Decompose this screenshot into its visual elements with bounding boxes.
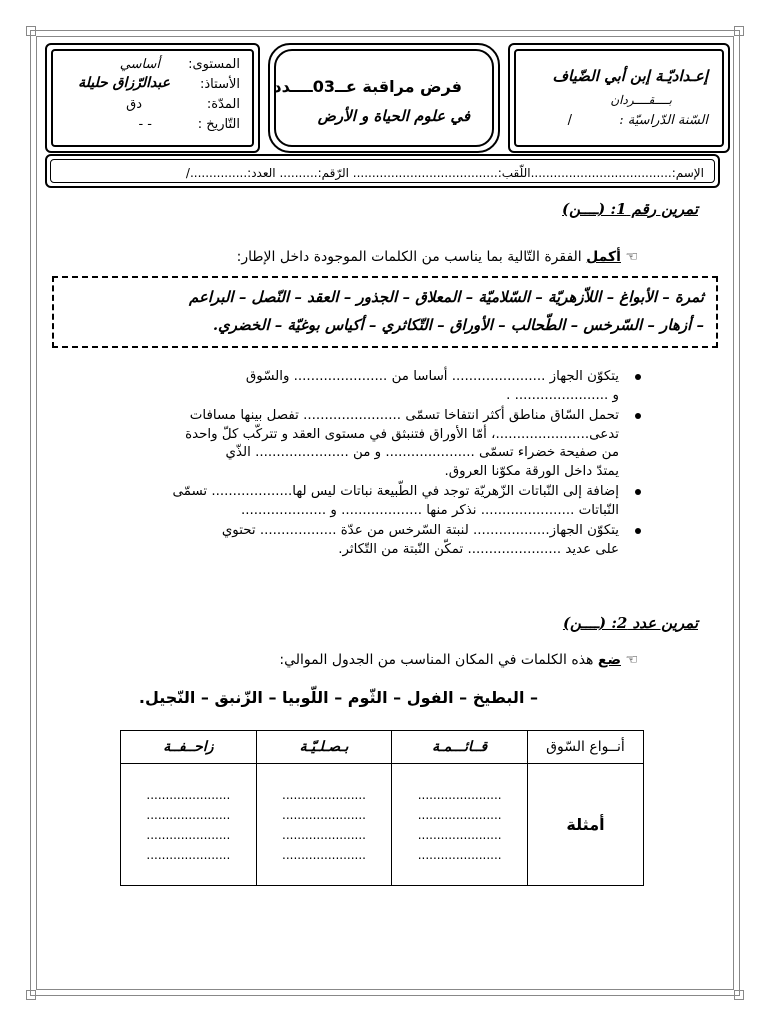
exercise-2-instruction [279,652,638,668]
date-label: التّاريخ : [197,117,240,132]
header-stem-types: أنــواع السّوق [528,731,644,764]
answer-cell-creeping[interactable] [121,764,257,886]
answer-line: ...................... [146,847,231,862]
school-box-inner [514,49,724,147]
instruction-verb: أكمل [586,249,621,265]
fill-in-list [63,368,623,561]
frame-corner [734,990,744,1000]
pointing-hand-icon: ☜ [625,652,638,668]
item-line: على عديد ...................... تمكّن النّبتة من التّكاثر. [338,541,619,557]
item-line: يمتدّ داخل الورقة مكوّنا العروق. [444,463,619,479]
answer-line: ...................... [282,787,366,802]
student-id-fields[interactable]: الإسم:.....................................اللّقب:...................................... الرّقم:.......... العدد:.............../ [185,166,704,180]
answer-cell-upright[interactable] [392,764,528,886]
stem-types-table [120,730,644,886]
item-line: تحمل السّاق مناطق أكثر انتفاخا تسمّى ....................... تفصل بينها مسافات [189,408,619,423]
exam-title: فرض مراقبة عــ03ــــدد [273,77,462,96]
student-id-bar [45,154,720,188]
info-box-inner [51,49,254,147]
student-id-bar-inner [50,159,715,183]
info-box [45,43,260,153]
exercise-1-instruction [237,249,638,265]
instruction-text: الفقرة التّالية بما يناسب من الكلمات الموجودة داخل الإطار: [236,249,587,265]
plant-word-list: – البطيخ – الفول – الثّوم – اللّوبيا – الزّنبق – النّجيل. [138,688,538,707]
duration-label: المدّة: [206,97,240,112]
teacher-label: الأستاذ: [200,77,240,92]
instruction-verb: ضع [597,652,621,668]
level-label: المستوى: [188,57,240,72]
level-value: أساسي [119,57,160,72]
item-line: النّباتات ...................... نذكر منها ................... و .................... [240,502,619,518]
answer-line: ...................... [417,787,502,802]
item-line: يتكوّن الجهاز.................. لنبتة السّرخس من عدّة .................. تحتوي [221,523,619,538]
answer-cell-bulbous[interactable] [256,764,392,886]
answer-line: ...................... [417,847,502,862]
frame-corner [26,26,36,36]
item-line: إضافة إلى النّباتات الزّهريّة توجد في الطّبيعة نباتات ليس لها................... تسمّى [172,484,619,499]
teacher-name: عبدالرّزاق حليلة [78,75,170,91]
school-year-label: السّنة الدّراسيّة : [619,113,708,128]
exercise-1-title: تمرين رقم 1: (ــــن) [562,200,698,218]
school-name: إعـداديّـة إبن أبي الضّياف [552,67,708,85]
answer-line: ...................... [417,827,502,842]
date-value: - - [138,117,152,132]
school-year-value: / [567,113,572,128]
answer-line: ...................... [146,827,231,842]
fill-in-item[interactable] [63,368,623,405]
item-line: من صفيحة خضراء تسمّى ..................... و من ...................... الذّي [225,445,619,460]
header-upright: قــائـــمـة [392,731,528,764]
school-box [508,43,730,153]
instruction-text: هذه الكلمات في المكان المناسب من الجدول الموالي: [279,652,598,668]
pointing-hand-icon: ☜ [625,249,638,265]
answer-line: ...................... [282,827,366,842]
row-label-examples: أمثلة [528,764,644,886]
fill-in-item[interactable] [63,407,623,481]
exam-title-box-inner [274,49,494,147]
answer-line: ...................... [146,787,231,802]
fill-in-item[interactable] [63,483,623,520]
frame-corner [734,26,744,36]
header-creeping: زاحــفــة [121,731,257,764]
item-line: و ...................... . [506,387,619,403]
table-row [121,764,644,886]
answer-line: ...................... [282,807,366,822]
item-line: يتكوّن الجهاز ...................... أساسا من ...................... والسّوق [245,369,619,384]
fill-in-item[interactable] [63,522,623,559]
header-bulbous: بـصـلـيّـة [256,731,392,764]
word-bank-box [52,276,718,348]
word-bank-line-2: – أزهار – السّرخس – الطّحالب – الأوراق – التّكاثري – أكياس بوغيّة – الخضري. [212,316,704,334]
frame-corner [26,990,36,1000]
word-bank-line-1: ثمرة – الأبواغ – اللاّزهريّة – السّلاميّة – المعلاق – الجذور – العقد – النّصل – البراعم [188,288,704,306]
answer-line: ...................... [146,807,231,822]
exam-title-box [268,43,500,153]
table-header-row [121,731,644,764]
answer-line: ...................... [417,807,502,822]
duration-value: دق [126,97,142,112]
exam-subject: في علوم الحياة و الأرض [317,107,470,125]
answer-line: ...................... [282,847,366,862]
item-line: تدعى......................، أمّا الأوراق فتنبثق في مستوى العقد و تتركّب كلّ واحدة [185,426,619,442]
school-town: بــــقــــردان [610,93,672,107]
exercise-2-title: تمرين عدد 2: (ــــن) [562,614,698,632]
